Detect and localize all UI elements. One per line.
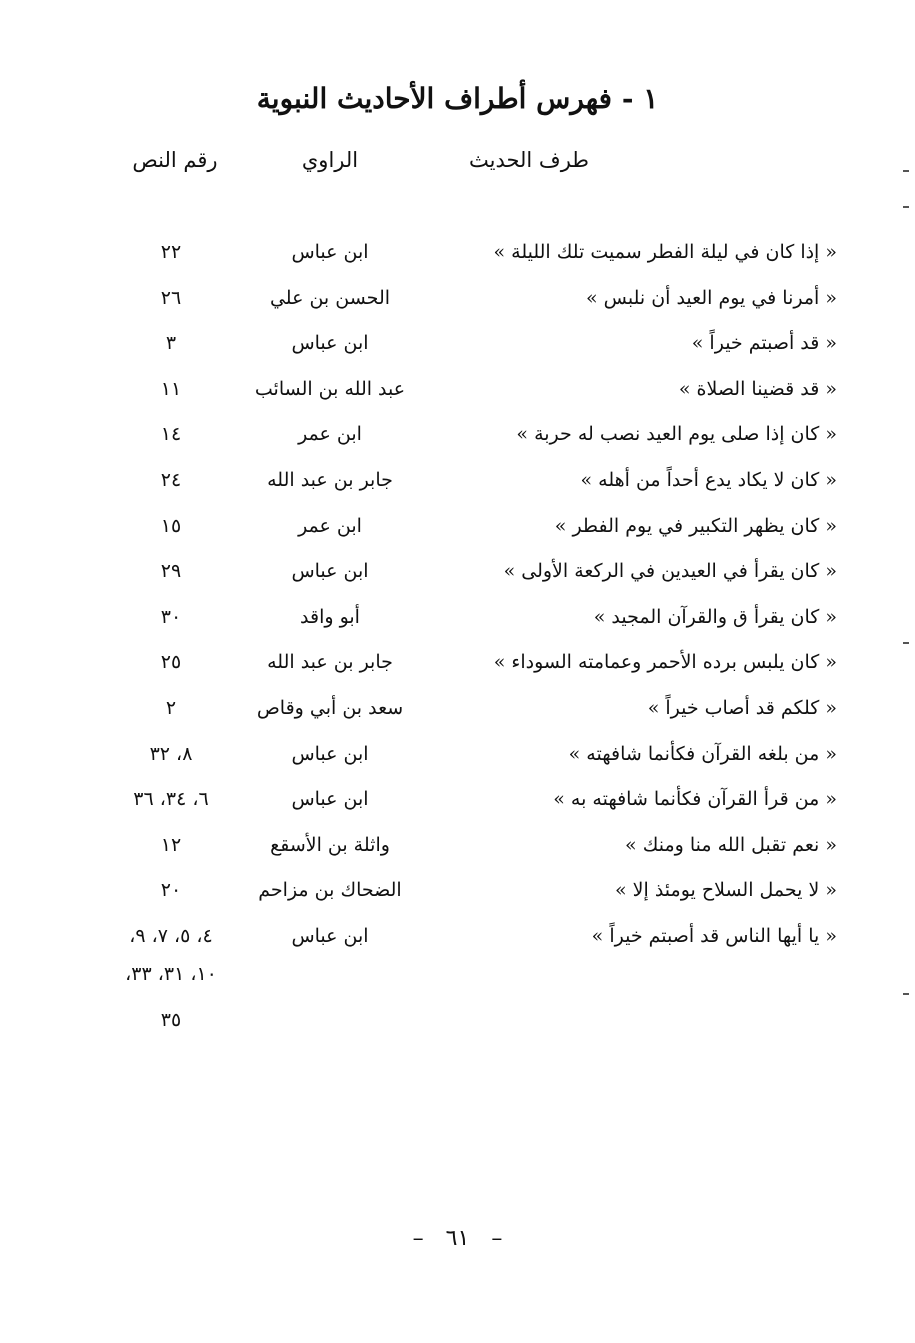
narrator-name: أبو واقد xyxy=(300,605,360,628)
table-row xyxy=(0,735,915,781)
narrator-name: جابر بن عبد الله xyxy=(267,651,393,674)
table-row xyxy=(0,415,915,461)
hadith-text: « كان يقرأ ق والقرآن المجيد » xyxy=(593,605,837,628)
hadith-text: « كان يلبس برده الأحمر وعمامته السوداء » xyxy=(493,651,837,674)
scan-edge-mark xyxy=(903,993,909,995)
table-row xyxy=(0,552,915,598)
narrator-name: واثلة بن الأسقع xyxy=(270,833,390,856)
narrator-name: ابن عباس xyxy=(291,560,369,583)
text-number: ٢٢ xyxy=(160,241,182,263)
text-number: ١٤ xyxy=(160,423,182,446)
narrator-name: ابن عمر xyxy=(298,514,362,537)
column-header-narrator: الراوي xyxy=(301,148,359,172)
narrator-name: ابن عباس xyxy=(291,241,369,263)
narrator-name: عبد الله بن السائب xyxy=(254,377,406,400)
text-number: ٢٠ xyxy=(160,879,182,902)
page-number-dash: – xyxy=(491,1226,503,1251)
hadith-text: « يا أيها الناس قد أصبتم خيراً » xyxy=(591,924,837,947)
text-number-continuation: ٣٥ xyxy=(160,1009,182,1031)
hadith-text: « قد قضينا الصلاة » xyxy=(678,377,837,400)
narrator-name: سعد بن أبي وقاص xyxy=(256,696,404,719)
narrator-name: ابن عباس xyxy=(291,742,369,765)
hadith-text: « من قرأ القرآن فكأنما شافهته به » xyxy=(553,788,837,811)
text-number: ٢ xyxy=(165,696,177,719)
table-row xyxy=(0,689,915,735)
hadith-text: « كان إذا صلى يوم العيد نصب له حربة » xyxy=(516,423,837,446)
column-header-ref: رقم النص xyxy=(132,148,218,172)
hadith-text: « كان يظهر التكبير في يوم الفطر » xyxy=(554,514,837,537)
table-row xyxy=(0,871,915,917)
page-number-dash: – xyxy=(412,1226,424,1251)
text-number: ٦، ٣٤، ٣٦ xyxy=(133,788,209,811)
index-table xyxy=(0,233,915,963)
text-number: ١١ xyxy=(160,377,182,400)
hadith-text: « كلكم قد أصاب خيراً » xyxy=(647,696,837,719)
scan-edge-mark xyxy=(903,206,909,208)
narrator-name: ابن عباس xyxy=(291,788,369,811)
table-row xyxy=(0,826,915,872)
text-number: ١٢ xyxy=(160,833,182,856)
narrator-name: الحسن بن علي xyxy=(269,286,391,309)
table-row xyxy=(0,279,915,325)
table-row xyxy=(0,780,915,826)
text-number: ١٥ xyxy=(160,514,182,537)
hadith-text: « كان لا يكاد يدع أحداً من أهله » xyxy=(580,468,837,491)
hadith-text: « كان يقرأ في العيدين في الركعة الأولى » xyxy=(503,560,837,583)
narrator-name: ابن عباس xyxy=(291,332,369,355)
text-number: ٢٩ xyxy=(160,560,182,583)
text-number: ٨، ٣٢ xyxy=(149,742,193,765)
table-row xyxy=(0,598,915,644)
hadith-text: « إذا كان في ليلة الفطر سميت تلك الليلة » xyxy=(493,241,837,263)
table-row xyxy=(0,917,915,963)
text-number: ٢٥ xyxy=(160,651,182,674)
scan-edge-mark xyxy=(903,170,909,172)
narrator-name: ابن عباس xyxy=(291,924,369,947)
table-row xyxy=(0,507,915,553)
page-number-value: ٦١ xyxy=(445,1226,470,1251)
page-number xyxy=(0,1226,915,1251)
narrator-name: جابر بن عبد الله xyxy=(267,468,393,491)
column-header-hadith: طرف الحديث xyxy=(468,148,590,172)
text-number: ٣ xyxy=(165,332,177,355)
text-number: ٣٠ xyxy=(160,605,182,628)
hadith-text: « نعم تقبل الله منا ومنك » xyxy=(625,833,837,856)
hadith-text: « من بلغه القرآن فكأنما شافهته » xyxy=(568,742,837,765)
hadith-text: « قد أصبتم خيراً » xyxy=(691,332,837,355)
narrator-name: الضحاك بن مزاحم xyxy=(258,879,402,902)
table-row xyxy=(0,370,915,416)
text-number-continuation: ١٠، ٣١، ٣٣، xyxy=(125,963,217,985)
table-row xyxy=(0,233,915,279)
text-number: ٤، ٥، ٧، ٩، xyxy=(129,924,213,947)
page-title: ١ - فهرس أطراف الأحاديث النبوية xyxy=(256,82,659,115)
scan-edge-mark xyxy=(903,642,909,644)
narrator-name: ابن عمر xyxy=(298,423,362,446)
text-number: ٢٦ xyxy=(160,286,182,309)
hadith-text: « لا يحمل السلاح يومئذ إلا » xyxy=(615,879,837,902)
table-row xyxy=(0,461,915,507)
table-row xyxy=(0,324,915,370)
table-row xyxy=(0,643,915,689)
text-number: ٢٤ xyxy=(160,468,182,491)
hadith-text: « أمرنا في يوم العيد أن نلبس » xyxy=(585,286,837,309)
